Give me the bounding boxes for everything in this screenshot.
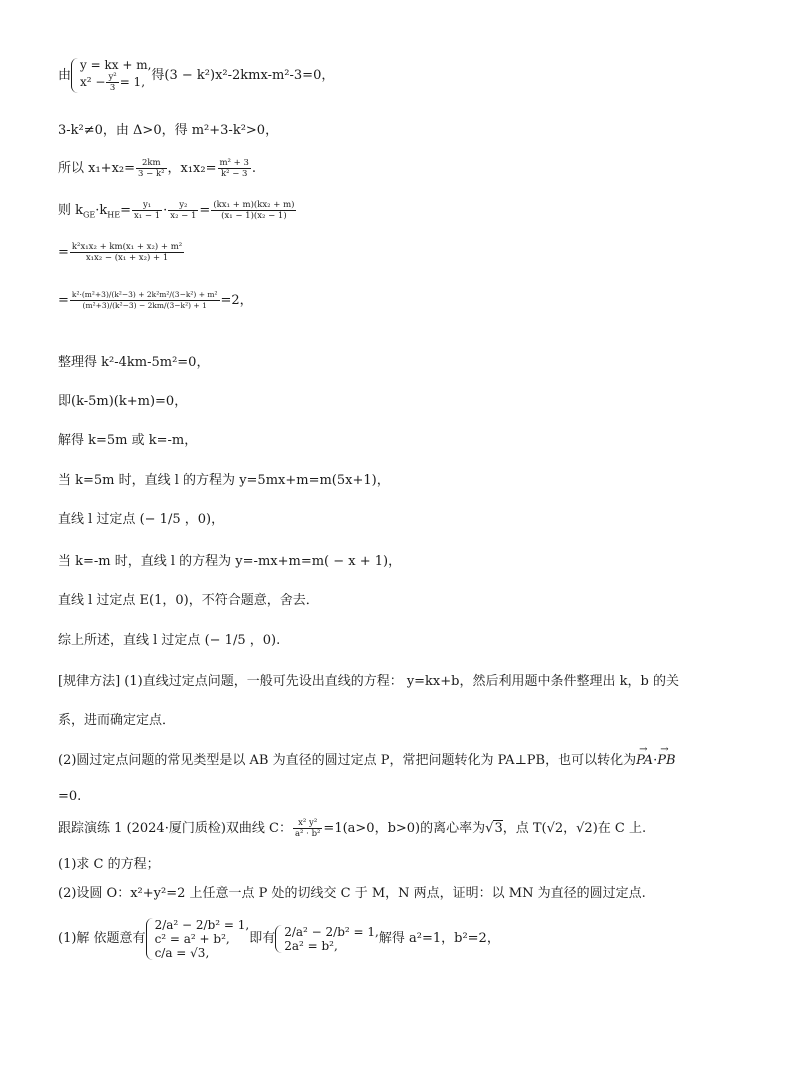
solution-system1: 2/a² − 2/b² = 1, c² = a² + b², c/a = √3,	[146, 918, 250, 960]
system1-eq1: y = kx + m,	[80, 58, 152, 72]
simplify-line: 整理得 k²-4km-5m²=0，	[58, 355, 210, 370]
solution-line: (1)解 依题意有 2/a² − 2/b² = 1, c² = a² + b², c/a = √3, 即有 2/a² − 2/b² = 1, 2a² = b², 解得 a²=1，b²=2，	[58, 918, 500, 960]
method-1b: 系，进而确定定点．	[58, 713, 176, 728]
slope-product-line: 则 $k_{GE}\cdot k_{HE}=$ $\frac{\text{y₁}}{\text{x₁ − 1}}$ · $\frac{\text{y₂}}{\text{x₂ − 1}}$ = $\frac{\text{(kx₁ + m)(kx₂ + m)}}{\text{(x₁ − 1)(x₂ − 1)}}$	[58, 200, 295, 221]
system1-line	[58, 58, 334, 93]
system1-eq2: x² − $\frac{\text{y²}}{3}$ = 1,	[80, 72, 146, 93]
condition-line: 3-k²≠0，由 Δ>0，得 m²+3-k²>0，	[58, 123, 279, 138]
method-2a: (2)圆过定点问题的常见类型是以 AB 为直径的圆过定点 P，常把问题转化为 PA⊥PB，也可以转化为→ PA·→ PB	[58, 752, 676, 770]
track-line: 跟踪演练 1 (2024·厦门质检)双曲线 C： $\frac{\text{x² y²}}{\text{a² · b²}}$ =1(a>0，b>0)的离心率为√3，点 T(√2，√2)在 C 上.	[58, 818, 647, 839]
solve-line: 解得 k=5m 或 k=-m，	[58, 433, 198, 448]
question-1: (1)求 C 的方程；	[58, 857, 160, 872]
system1-brace-group	[71, 58, 151, 93]
question-2: (2)设圆 O：x²+y²=2 上任意一点 P 处的切线交 C 于 M，N 两点，证明：以 MN 为直径的圆过定点.	[58, 886, 646, 901]
case1-point-line: 直线 l 过定点 (− 1/5 ，0)，	[58, 512, 225, 527]
method-2b: =0.	[58, 789, 82, 804]
step2-line: = $\frac{\text{k²x₁x₂ + km(x₁ + x₂) + m²}}{\text{x₁x₂ − (x₁ + x₂) + 1}}$	[58, 242, 183, 263]
system1-result: 得(3 − k²)x²-2kmx-m²-3=0，	[151, 68, 335, 83]
conclusion-line: 综上所述，直线 l 过定点 (− 1/5 ，0).	[58, 633, 281, 648]
step3-line: = $\frac{\text{k²·(m²+3)/(k²−3) + 2k²m²/(3−k²) + m²}}{\text{(m²+3)/(k²−3) − 2km/(3−k²) + 1}}$ =2，	[58, 290, 253, 310]
sum-fraction: $\frac{2km}{\text{3 − k²}}$	[138, 158, 165, 179]
case2-point-line: 直线 l 过定点 E(1，0)，不符合题意，舍去．	[58, 593, 319, 608]
vieta-line: 所以 x₁+x₂= $\frac{2km}{\text{3 − k²}}$ ，x₁x₂= $\frac{\text{m² + 3}}{\text{k² − 3}}$ .	[58, 158, 257, 179]
case1-line: 当 k=5m 时，直线 l 的方程为 y=5mx+m=m(5x+1)，	[58, 473, 390, 488]
method-1a: [规律方法] (1)直线过定点问题，一般可先设出直线的方程： y=kx+b，然后利用题中条件整理出 k，b 的关	[58, 674, 679, 689]
system1-prefix: 由	[58, 68, 72, 83]
prod-fraction: $\frac{\text{m² + 3}}{\text{k² − 3}}$	[219, 158, 249, 179]
solution-system2: 2/a² − 2/b² = 1, 2a² = b²,	[275, 925, 379, 953]
case2-line: 当 k=-m 时，直线 l 的方程为 y=-mx+m=m( − x + 1)，	[58, 554, 402, 569]
factor-line: 即(k-5m)(k+m)=0，	[58, 394, 188, 409]
